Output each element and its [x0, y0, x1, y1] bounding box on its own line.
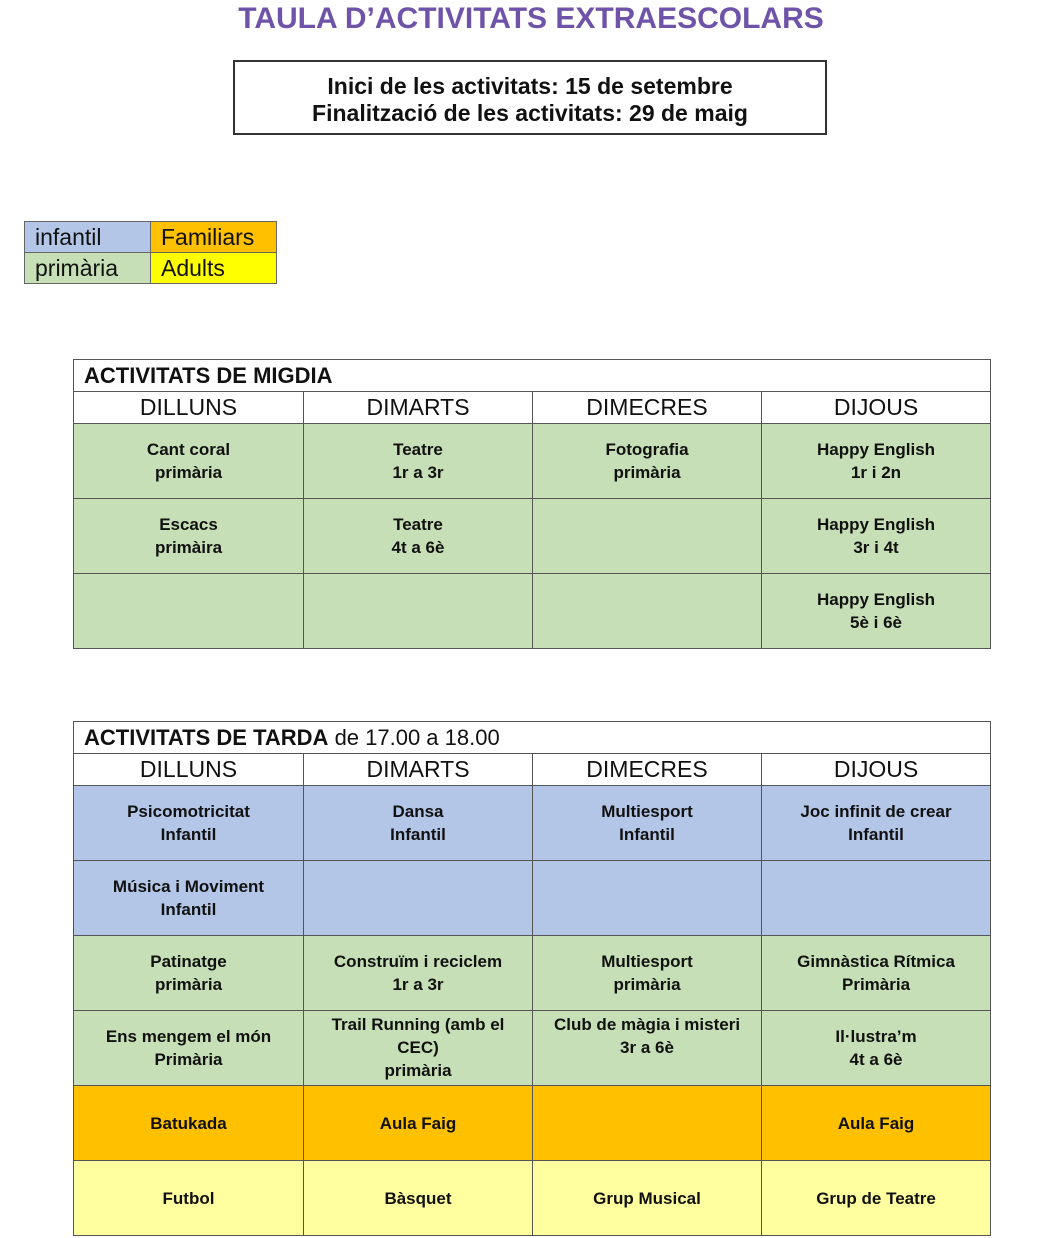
activity-cell: Bàsquet [304, 1161, 533, 1236]
activity-cell: Ens mengem el món Primària [74, 1011, 304, 1086]
activity-cell: Grup Musical [533, 1161, 762, 1236]
activity-cell: Teatre 4t a 6è [304, 499, 533, 574]
activity-cell: Futbol [74, 1161, 304, 1236]
empty-cell [304, 861, 533, 936]
activity-cell: Happy English 1r i 2n [762, 424, 991, 499]
migdia-table [73, 359, 991, 649]
tarda-table [73, 721, 991, 1236]
empty-cell [74, 574, 304, 649]
empty-cell [762, 861, 991, 936]
color-legend [24, 221, 277, 284]
activity-cell: Gimnàstica Rítmica Primària [762, 936, 991, 1011]
activity-cell: Aula Faig [304, 1086, 533, 1161]
empty-cell [533, 861, 762, 936]
day-header-dilluns: DILLUNS [74, 754, 304, 786]
day-header-dijous: DIJOUS [762, 754, 991, 786]
legend-adults: Adults [151, 253, 277, 284]
activity-cell: Happy English 3r i 4t [762, 499, 991, 574]
tarda-time: de 17.00 a 18.00 [334, 724, 500, 750]
day-header-dijous: DIJOUS [762, 392, 991, 424]
activity-cell: Trail Running (amb el CEC) primària [304, 1011, 533, 1086]
tarda-heading: ACTIVITATS DE TARDA de 17.00 a 18.00 [74, 722, 991, 754]
activity-cell: Multiesport Infantil [533, 786, 762, 861]
legend-primaria: primària [25, 253, 151, 284]
activity-cell: Aula Faig [762, 1086, 991, 1161]
activity-cell: Club de màgia i misteri 3r a 6è [533, 1011, 762, 1086]
activity-cell: Joc infinit de crear Infantil [762, 786, 991, 861]
end-date: Finalització de les activitats: 29 de maig [312, 100, 748, 126]
activity-cell: Grup de Teatre [762, 1161, 991, 1236]
activity-cell: Teatre 1r a 3r [304, 424, 533, 499]
day-header-dimecres: DIMECRES [533, 754, 762, 786]
day-header-dilluns: DILLUNS [74, 392, 304, 424]
empty-cell [533, 574, 762, 649]
activity-cell: Patinatge primària [74, 936, 304, 1011]
activity-cell: Música i Moviment Infantil [74, 861, 304, 936]
activity-cell: Escacs primàira [74, 499, 304, 574]
activity-cell: Batukada [74, 1086, 304, 1161]
day-header-dimecres: DIMECRES [533, 392, 762, 424]
legend-infantil: infantil [25, 222, 151, 253]
start-date: Inici de les activitats: 15 de setembre [327, 73, 733, 99]
activity-cell: Psicomotricitat Infantil [74, 786, 304, 861]
activity-cell: Construïm i reciclem 1r a 3r [304, 936, 533, 1011]
activity-cell: Multiesport primària [533, 936, 762, 1011]
dates-box [233, 60, 827, 135]
empty-cell [533, 499, 762, 574]
empty-cell [304, 574, 533, 649]
activity-cell: Fotografia primària [533, 424, 762, 499]
activity-cell: Dansa Infantil [304, 786, 533, 861]
activity-cell: Happy English 5è i 6è [762, 574, 991, 649]
activity-cell: Il·lustra’m 4t a 6è [762, 1011, 991, 1086]
activity-cell: Cant coral primària [74, 424, 304, 499]
migdia-heading: ACTIVITATS DE MIGDIA [74, 360, 991, 392]
day-header-dimarts: DIMARTS [304, 392, 533, 424]
page-title: TAULA D’ACTIVITATS EXTRAESCOLARS [238, 2, 824, 35]
legend-familiars: Familiars [151, 222, 277, 253]
day-header-dimarts: DIMARTS [304, 754, 533, 786]
empty-cell [533, 1086, 762, 1161]
